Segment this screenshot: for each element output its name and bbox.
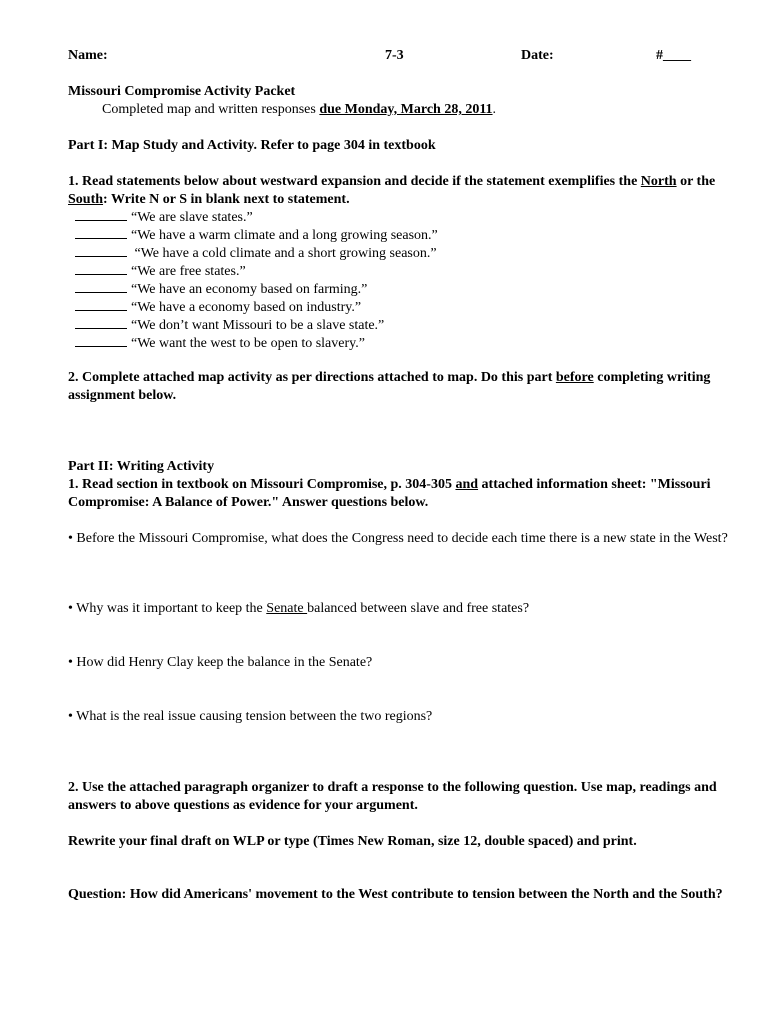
number-label: #____ <box>656 48 691 63</box>
part2-heading: Part II: Writing Activity <box>68 459 215 474</box>
packet-title: Missouri Compromise Activity Packet <box>68 84 296 99</box>
statement-text: “We have an economy based on farming.” <box>131 282 368 297</box>
statement-text: “We have a warm climate and a long growing season.” <box>131 228 438 243</box>
statement-text: “We want the west to be open to slavery.” <box>131 336 365 351</box>
answer-blank[interactable] <box>75 244 127 257</box>
q1-text-b: or the <box>676 174 716 189</box>
answer-blank[interactable] <box>75 298 127 311</box>
part2-question2: 2. Use the attached paragraph organizer to draft a response to the following question. Use map, readings and answers to above questions as evidence for your argument. <box>68 780 717 813</box>
bullet-question: • Before the Missouri Compromise, what does the Congress need to decide each time there is a new state in the West? <box>68 531 728 546</box>
statement-row <box>75 262 246 281</box>
q1-north: North <box>640 174 677 189</box>
statement-text: “We don’t want Missouri to be a slave state.” <box>131 318 385 333</box>
date-label: Date: <box>521 48 554 63</box>
statement-row <box>75 280 367 299</box>
b2-text-b: balanced between slave and free states? <box>307 601 530 616</box>
part1-question2 <box>68 369 733 405</box>
answer-blank[interactable] <box>75 208 127 221</box>
bullet-question: • How did Henry Clay keep the balance in the Senate? <box>68 655 373 670</box>
part1-question1 <box>68 173 733 209</box>
statement-text: “We have a cold climate and a short growing season.” <box>131 246 437 261</box>
q1-text-a: 1. Read statements below about westward expansion and decide if the statement exemplifies the <box>68 174 641 189</box>
statement-row <box>75 316 384 335</box>
statement-row <box>75 244 437 263</box>
q2-before: before <box>555 370 594 385</box>
statement-row <box>75 334 365 353</box>
subtitle-text: Completed map and written responses <box>102 102 320 117</box>
b2-senate: Senate <box>266 601 308 616</box>
rewrite-instruction: Rewrite your final draft on WLP or type (Times New Roman, size 12, double spaced) and print. <box>68 834 637 849</box>
p2q1-text-a: 1. Read section in textbook on Missouri Compromise, p. 304-305 <box>68 477 456 492</box>
p2q1-and: and <box>455 477 479 492</box>
statement-row <box>75 208 253 227</box>
due-date: due Monday, March 28, 2011 <box>319 102 493 117</box>
answer-blank[interactable] <box>75 226 127 239</box>
answer-blank[interactable] <box>75 316 127 329</box>
q2-text-b: completing writing assignment below. <box>68 370 711 403</box>
q2-text-a: 2. Complete attached map activity as per directions attached to map. Do this part <box>68 370 556 385</box>
class-code: 7-3 <box>385 48 404 63</box>
statement-text: “We have a economy based on industry.” <box>131 300 362 315</box>
part1-heading: Part I: Map Study and Activity. Refer to page 304 in textbook <box>68 138 436 153</box>
statement-text: “We are free states.” <box>131 264 246 279</box>
bullet-question <box>68 600 733 618</box>
statement-row <box>75 226 438 245</box>
answer-blank[interactable] <box>75 280 127 293</box>
b2-text-a: • Why was it important to keep the <box>68 601 267 616</box>
statement-text: “We are slave states.” <box>131 210 253 225</box>
essay-question: Question: How did Americans' movement to the West contribute to tension between the North and the South? <box>68 887 723 902</box>
q1-south: South <box>68 192 104 207</box>
name-label: Name: <box>68 48 108 63</box>
answer-blank[interactable] <box>75 262 127 275</box>
packet-subtitle <box>102 101 496 119</box>
q1-text-c: : Write N or S in blank next to statement. <box>103 192 350 207</box>
statement-row <box>75 298 361 317</box>
due-period: . <box>492 102 497 117</box>
part2-question1 <box>68 476 733 512</box>
bullet-question: • What is the real issue causing tension between the two regions? <box>68 709 433 724</box>
answer-blank[interactable] <box>75 334 127 347</box>
p2q1-text-b: attached information sheet: "Missouri Compromise: A Balance of Power." Answer questions below. <box>68 477 711 510</box>
